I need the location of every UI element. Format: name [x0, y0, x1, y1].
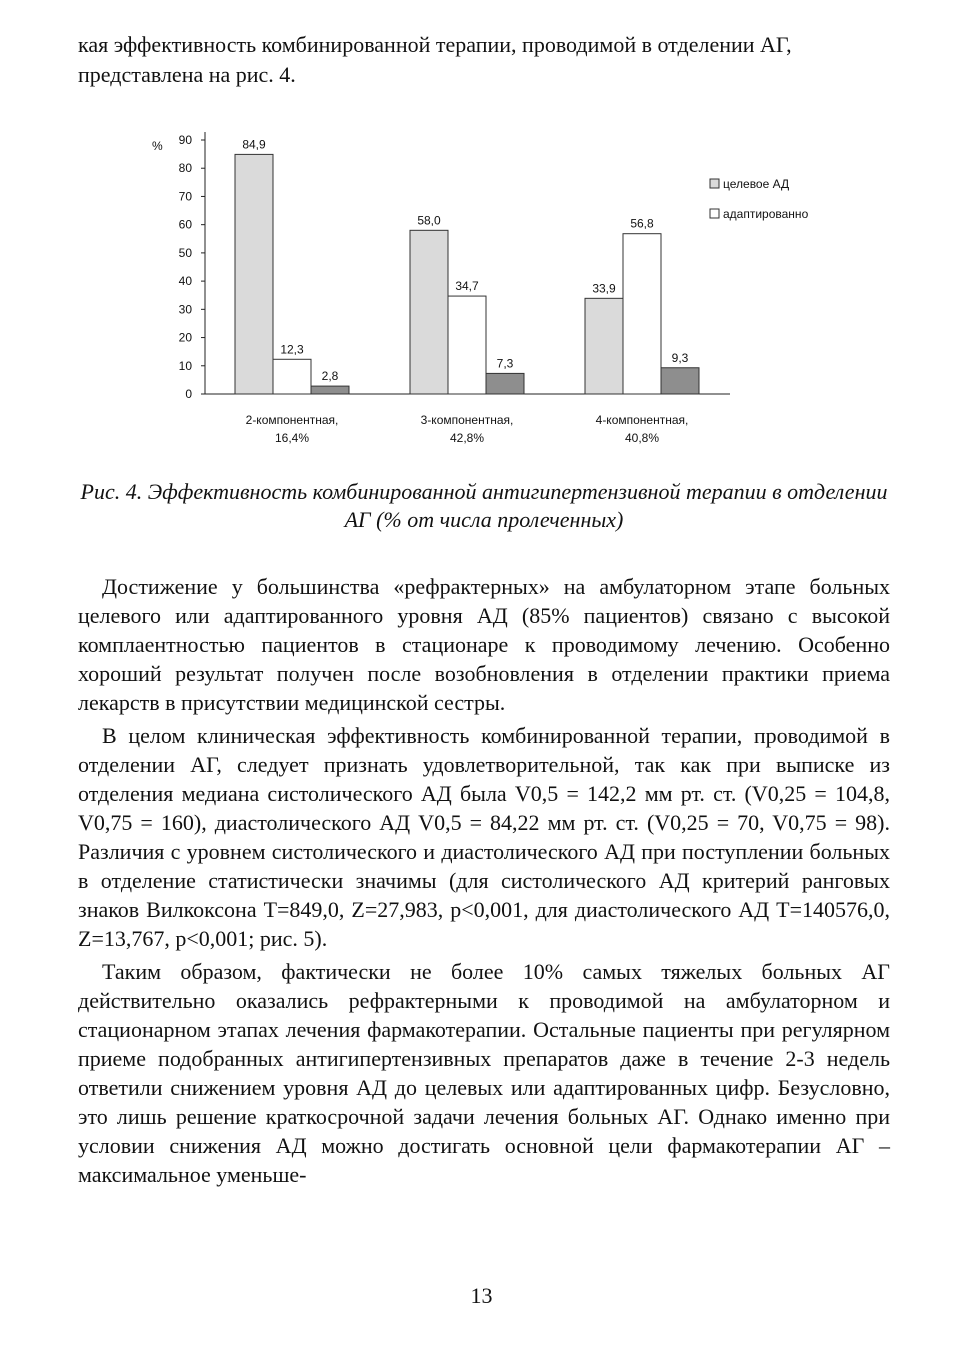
- bar-chart-svg: [140, 118, 860, 458]
- data-label-series1-1: 84,9: [242, 137, 266, 152]
- y-tick-label: 10: [178, 358, 192, 373]
- data-label-series1-3: 33,9: [592, 281, 616, 296]
- y-tick-label: 70: [178, 189, 192, 204]
- bar-series3-2: [486, 373, 524, 394]
- body-paragraph-3: Таким образом, фактически не более 10% самых тяжелых больных АГ действительно оказались рефрактерными к проводимой на амбулаторном и стационарном этапах лечения фармакотерапии. Остальные пациенты при регулярном приеме подобранных антигипертензивных препаратов даже в течение 2-3 недель ответили снижением уровня АД до целевых или адаптированных цифр. Безусловно, это лишь решение краткосрочной задачи лечения больных АГ. Однако именно при условии снижения АД можно достигать основной цели фармакотерапии АГ – максимальное уменьше-: [78, 959, 890, 1187]
- body-paragraph-2: В целом клиническая эффективность комбинированной терапии, проводимой в отделении АГ, следует признать удовлетворительной, так как при выписке из отделения медиана систолического АД была V0,5 = 142,2 мм рт. ст. (V0,25 = 104,8, V0,75 = 160), диастолического АД V0,5 = 84,22 мм рт. ст. (V0,25 = 70, V0,75 = 98). Различия с уровнем систолического и диастолического АД при поступлении больных в отделение статистически значимы (для систолического АД критерий ранговых знаков Вилкоксона Т=849,0, Z=27,983, р<0,001, для диастолического АД Т=140576,0, Z=13,767, р<0,001; рис. 5).: [78, 723, 890, 951]
- y-tick-label: 20: [178, 330, 192, 345]
- y-tick-label: 50: [178, 245, 192, 260]
- y-tick-label: 40: [178, 274, 192, 289]
- y-tick-label: 60: [178, 217, 192, 232]
- page-number: 13: [470, 1283, 493, 1308]
- bar-series3-1: [311, 386, 349, 394]
- category-label-2: 3-компонентная,: [420, 413, 514, 427]
- y-tick-label: 30: [178, 302, 192, 317]
- data-label-series3-1: 2,8: [321, 369, 339, 384]
- bar-series2-3: [623, 234, 661, 394]
- y-tick-label: 0: [185, 387, 192, 401]
- legend-label-1: целевое АД: [723, 177, 790, 191]
- bar-series1-2: [410, 230, 448, 394]
- category-label-3: 4-компонентная,: [595, 413, 689, 427]
- data-label-series1-2: 58,0: [417, 213, 441, 228]
- bar-series2-1: [273, 359, 311, 394]
- data-label-series2-1: 12,3: [280, 342, 304, 357]
- data-label-series3-3: 9,3: [671, 350, 689, 365]
- category-label-3: 40,8%: [624, 431, 660, 445]
- y-axis-label: %: [152, 139, 163, 153]
- body-paragraph-1: Достижение у большинства «рефрактерных» на амбулаторном этапе больных целевого или адаптированного уровня АД (85% пациентов) связано с высокой комплаентностью пациентов в стационаре к проводимому лечению. Особенно хороший результат получен после возобновления в отделении практики приема лекарств в присутствии медицинской сестры.: [78, 574, 890, 715]
- bar-series1-3: [585, 298, 623, 394]
- bar-series1-1: [235, 154, 273, 394]
- y-tick-label: 90: [178, 133, 192, 147]
- legend-swatch-1: [710, 179, 719, 188]
- category-label-2: 42,8%: [449, 431, 485, 445]
- y-tick-label: 80: [178, 161, 192, 176]
- figure-caption: Рис. 4. Эффективность комбинированной антигипертензивной терапии в отделении АГ (% от числа пролеченных): [80, 479, 888, 532]
- category-label-1: 16,4%: [274, 431, 310, 445]
- legend-label-2: адаптированно: [723, 207, 809, 221]
- bar-chart: [140, 118, 860, 458]
- data-label-series2-3: 56,8: [630, 216, 654, 231]
- data-label-series2-2: 34,7: [455, 279, 479, 294]
- data-label-series3-2: 7,3: [496, 356, 514, 371]
- bar-series2-2: [448, 296, 486, 394]
- body-text: [78, 572, 890, 1193]
- bar-series3-3: [661, 368, 699, 394]
- legend-swatch-2: [710, 209, 719, 218]
- intro-paragraph: кая эффективность комбинированной терапии, проводимой в отделении АГ, представлена на рис. 4.: [78, 32, 792, 87]
- category-label-1: 2-компонентная,: [245, 413, 339, 427]
